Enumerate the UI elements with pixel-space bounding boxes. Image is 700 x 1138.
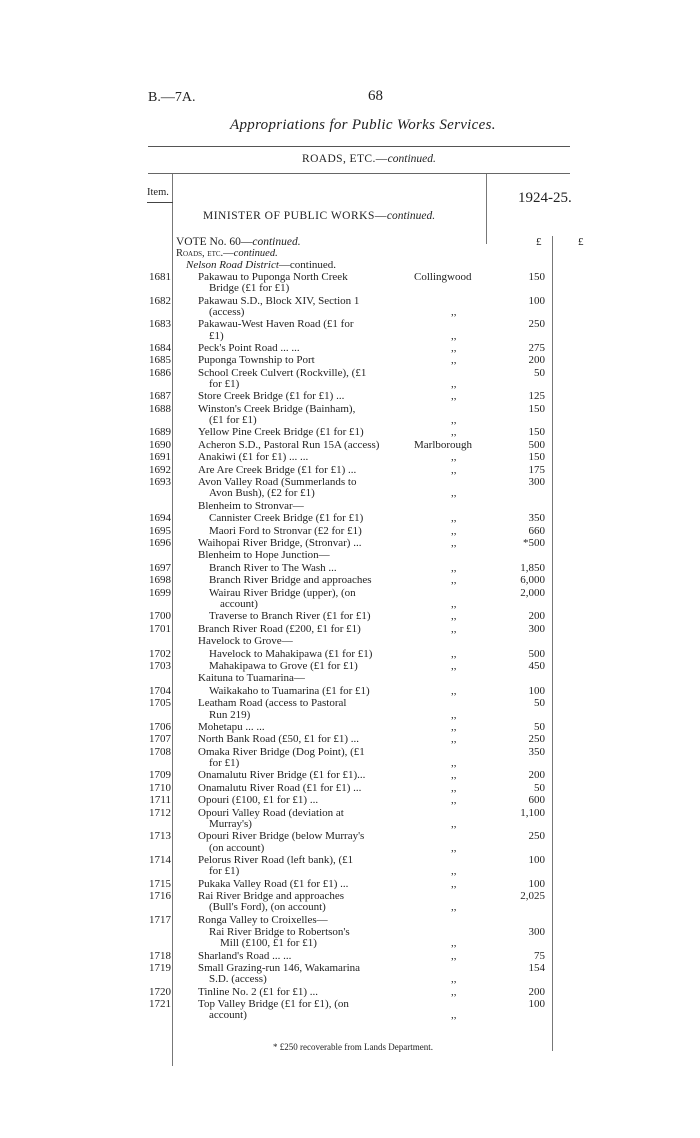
amount-cell: 75	[534, 949, 545, 962]
district-cell: ,,	[451, 377, 457, 390]
district-cell: ,,	[451, 524, 457, 537]
item-description: Kaituna to Tuamarina—	[198, 672, 305, 685]
item-number: 1703	[149, 660, 171, 673]
amount-cell: 100	[528, 853, 545, 866]
amount-cell: 300	[528, 926, 545, 939]
amount-cell: 50	[534, 697, 545, 710]
district-cell: ,,	[451, 390, 457, 403]
district-cell: ,,	[451, 463, 457, 476]
item-number: 1692	[149, 463, 171, 476]
item-number: 1712	[149, 806, 171, 819]
item-column-header: Item.	[147, 187, 169, 198]
item-number: 1700	[149, 610, 171, 623]
item-description: Rai River Bridge to Robertson's	[209, 926, 350, 939]
section-heading: ROADS, ETC.—continued.	[302, 153, 436, 165]
table-top-rule	[148, 173, 570, 174]
amount-cell: 250	[528, 318, 545, 331]
item-description: (access)	[209, 305, 245, 318]
item-number: 1695	[149, 524, 171, 537]
item-number: 1713	[149, 830, 171, 843]
page-title: Appropriations for Public Works Services.	[230, 117, 496, 133]
item-description: Onamalutu River Road (£1 for £1) ...	[198, 781, 362, 794]
district-cell: ,,	[451, 901, 457, 914]
item-description: (Bull's Ford), (on account)	[209, 901, 326, 914]
item-description: Opouri (£100, £1 for £1) ...	[198, 794, 319, 807]
item-description: Are Are Creek Bridge (£1 for £1) ...	[198, 463, 357, 476]
item-description: Acheron S.D., Pastoral Run 15A (access)	[198, 438, 380, 451]
item-description: Pakawau-West Haven Road (£1 for	[198, 318, 354, 331]
item-number: 1696	[149, 537, 171, 550]
item-description: Mohetapu ... ...	[198, 720, 265, 733]
item-description: Mahakipawa to Grove (£1 for £1)	[209, 660, 358, 673]
item-number: 1719	[149, 962, 171, 975]
item-description: Avon Bush), (£2 for £1)	[209, 487, 315, 500]
item-description: Leatham Road (access to Pastoral	[198, 697, 347, 710]
amount-cell: 500	[528, 647, 545, 660]
district-cell: ,,	[451, 985, 457, 998]
item-number: 1716	[149, 890, 171, 903]
district-cell: ,,	[451, 305, 457, 318]
item-number: 1697	[149, 561, 171, 574]
year-column-divider	[486, 174, 487, 244]
minister-heading: MINISTER OF PUBLIC WORKS—continued.	[203, 210, 436, 222]
item-number: 1685	[149, 354, 171, 367]
item-number: 1690	[149, 438, 171, 451]
item-number: 1710	[149, 781, 171, 794]
amount-cell: 150	[528, 402, 545, 415]
item-number: 1720	[149, 985, 171, 998]
amount-cell: 600	[528, 794, 545, 807]
item-description: Avon Valley Road (Summerlands to	[198, 476, 357, 489]
item-description: Pukaka Valley Road (£1 for £1) ...	[198, 877, 349, 890]
item-number: 1706	[149, 720, 171, 733]
amount-cell: 2,000	[520, 586, 545, 599]
item-description: Havelock to Grove—	[198, 635, 293, 648]
amount-cell: 50	[534, 720, 545, 733]
district-cell: ,,	[451, 949, 457, 962]
amount-cell: 100	[528, 877, 545, 890]
amount-cell: 1,100	[520, 806, 545, 819]
item-description: Mill (£100, £1 for £1)	[220, 937, 317, 950]
district-cell: ,,	[451, 781, 457, 794]
district-cell: ,,	[451, 973, 457, 986]
district-cell: ,,	[451, 684, 457, 697]
district-cell: ,,	[451, 537, 457, 550]
district-cell: ,,	[451, 769, 457, 782]
district-cell: ,,	[451, 426, 457, 439]
pound-symbol: £	[536, 236, 542, 248]
amount-cell: 1,850	[520, 561, 545, 574]
item-description: Bridge (£1 for £1)	[209, 282, 290, 295]
amount-cell: 50	[534, 366, 545, 379]
item-description: Ronga Valley to Croixelles—	[198, 913, 328, 926]
district-cell: ,,	[451, 877, 457, 890]
item-description: for £1)	[209, 757, 240, 769]
amount-cell: 100	[528, 684, 545, 697]
district-cell: ,,	[451, 1009, 457, 1022]
item-number: 1717	[149, 913, 171, 926]
amount-cell: 350	[528, 745, 545, 758]
amount-cell: 100	[528, 294, 545, 307]
item-number: 1701	[149, 622, 171, 635]
district-cell: ,,	[451, 487, 457, 500]
item-description: North Bank Road (£50, £1 for £1) ...	[198, 733, 360, 746]
district-cell: ,,	[451, 354, 457, 367]
item-description: account)	[220, 597, 258, 610]
item-number: 1686	[149, 366, 171, 379]
district-cell: ,,	[451, 610, 457, 623]
district-cell: ,,	[451, 329, 457, 342]
item-description: Store Creek Bridge (£1 for £1) ...	[198, 390, 345, 403]
district-cell: ,,	[451, 561, 457, 574]
item-description: Pakawau S.D., Block XIV, Section 1	[198, 294, 360, 307]
item-description: Waihopai River Bridge, (Stronvar) ...	[198, 537, 362, 550]
amount-cell: 200	[528, 610, 545, 623]
amount-cell: 500	[528, 438, 545, 451]
amount-cell: 6,000	[520, 574, 545, 587]
item-description: Omaka River Bridge (Dog Point), (£1	[198, 745, 365, 758]
amount-cell: 275	[528, 341, 545, 354]
amount-cell: *500	[523, 537, 545, 550]
item-number: 1684	[149, 341, 171, 354]
item-number: 1704	[149, 684, 171, 697]
item-number: 1699	[149, 586, 171, 599]
item-description: Wairau River Bridge (upper), (on	[209, 586, 356, 599]
item-description: Traverse to Branch River (£1 for £1)	[209, 610, 371, 623]
item-number: 1715	[149, 877, 171, 890]
item-number: 1705	[149, 697, 171, 710]
district-cell: ,,	[451, 733, 457, 746]
amount-cell: 250	[528, 733, 545, 746]
amount-cell: 150	[528, 451, 545, 464]
amount-cell: 660	[528, 524, 545, 537]
item-description: (on account)	[209, 841, 265, 854]
item-description: Top Valley Bridge (£1 for £1), (on	[198, 998, 349, 1011]
pound-symbol: £	[578, 236, 584, 248]
item-number: 1698	[149, 574, 171, 587]
item-description: Yellow Pine Creek Bridge (£1 for £1)	[198, 426, 364, 439]
item-description: Run 219)	[209, 708, 251, 721]
item-description: Branch River Bridge and approaches	[209, 574, 372, 587]
item-description: Rai River Bridge and approaches	[198, 890, 345, 903]
item-number: 1693	[149, 476, 171, 489]
item-description: Opouri River Bridge (below Murray's	[198, 830, 365, 843]
page-number: 68	[368, 88, 383, 104]
item-description: Opouri Valley Road (deviation at	[198, 806, 344, 819]
vote-heading: VOTE No. 60—continued.	[176, 236, 301, 248]
item-description: Peck's Point Road ... ...	[198, 341, 300, 354]
item-description: Winston's Creek Bridge (Bainham),	[198, 402, 356, 415]
district-cell: ,,	[451, 757, 457, 769]
amount-cell: 154	[528, 962, 545, 975]
item-description: Blenheim to Stronvar—	[198, 499, 304, 512]
footnote: * £250 recoverable from Lands Department.	[273, 1042, 433, 1052]
item-number: 1721	[149, 998, 171, 1011]
item-description: for £1)	[209, 377, 240, 390]
item-description: Branch River to The Wash ...	[209, 561, 337, 574]
district-subheading: Nelson Road District—continued.	[186, 259, 337, 271]
amount-cell: 50	[534, 781, 545, 794]
item-description: Waikakaho to Tuamarina (£1 for £1)	[209, 684, 370, 697]
item-description: Puponga Township to Port	[198, 354, 315, 367]
amount-column-divider	[552, 236, 553, 1051]
item-description: £1)	[209, 329, 224, 342]
district-cell: ,,	[451, 574, 457, 587]
amount-cell: 300	[528, 476, 545, 489]
district-cell: ,,	[451, 341, 457, 354]
item-number: 1711	[149, 794, 171, 807]
item-number: 1687	[149, 390, 171, 403]
amount-cell: 300	[528, 622, 545, 635]
item-number: 1691	[149, 451, 171, 464]
district-cell: ,,	[451, 720, 457, 733]
amount-cell: 200	[528, 985, 545, 998]
district-cell: ,,	[451, 451, 457, 464]
district-cell: ,,	[451, 660, 457, 673]
item-description: (£1 for £1)	[209, 414, 257, 427]
item-description: Tinline No. 2 (£1 for £1) ...	[198, 985, 318, 998]
item-number: 1694	[149, 512, 171, 525]
item-description: School Creek Culvert (Rockville), (£1	[198, 366, 367, 379]
item-description: S.D. (access)	[209, 973, 267, 986]
item-number: 1702	[149, 647, 171, 660]
roads-subheading: Roads, etc.—continued.	[176, 248, 278, 259]
district-cell: ,,	[451, 708, 457, 721]
district-cell: ,,	[451, 937, 457, 950]
header-rule	[148, 146, 570, 147]
item-description: for £1)	[209, 865, 240, 878]
item-number: 1683	[149, 318, 171, 331]
district-cell: ,,	[451, 512, 457, 525]
district-cell: ,,	[451, 647, 457, 660]
district-cell: ,,	[451, 865, 457, 878]
item-description: Pakawau to Puponga North Creek	[198, 271, 348, 283]
amount-cell: 175	[528, 463, 545, 476]
amount-cell: 200	[528, 354, 545, 367]
amount-cell: 150	[528, 271, 545, 283]
item-description: Sharland's Road ... ...	[198, 949, 292, 962]
item-description: Blenheim to Hope Junction—	[198, 549, 330, 562]
item-number: 1718	[149, 949, 171, 962]
item-description: account)	[209, 1009, 247, 1022]
district-cell: ,,	[451, 817, 457, 830]
amount-cell: 450	[528, 660, 545, 673]
amount-cell: 200	[528, 769, 545, 782]
district-cell: Collingwood	[414, 271, 472, 283]
district-cell: ,,	[451, 794, 457, 807]
item-description: Pelorus River Road (left bank), (£1	[198, 853, 354, 866]
item-description: Anakiwi (£1 for £1) ... ...	[198, 451, 309, 464]
item-description: Havelock to Mahakipawa (£1 for £1)	[209, 647, 373, 660]
year-column-header: 1924-25.	[518, 190, 572, 206]
amount-cell: 350	[528, 512, 545, 525]
item-description: Maori Ford to Stronvar (£2 for £1)	[209, 524, 362, 537]
item-number: 1714	[149, 853, 171, 866]
item-number: 1709	[149, 769, 171, 782]
item-number: 1708	[149, 745, 171, 758]
amount-cell: 125	[528, 390, 545, 403]
district-cell: ,,	[451, 414, 457, 427]
district-cell: ,,	[451, 622, 457, 635]
item-column-divider	[172, 174, 173, 1066]
item-description: Onamalutu River Bridge (£1 for £1)...	[198, 769, 366, 782]
amount-cell: 100	[528, 998, 545, 1011]
amount-cell: 2,025	[520, 890, 545, 903]
item-description: Small Grazing-run 146, Wakamarina	[198, 962, 361, 975]
item-description: Branch River Road (£200, £1 for £1)	[198, 622, 361, 635]
amount-cell: 150	[528, 426, 545, 439]
item-number: 1681	[149, 271, 171, 283]
district-cell: ,,	[451, 597, 457, 610]
district-cell: Marlborough	[414, 438, 473, 451]
item-header-underline	[147, 202, 173, 203]
item-description: Murray's)	[209, 817, 252, 830]
item-number: 1682	[149, 294, 171, 307]
item-number: 1688	[149, 402, 171, 415]
item-number: 1707	[149, 733, 171, 746]
document-reference: B.—7A.	[148, 90, 196, 105]
item-number: 1689	[149, 426, 171, 439]
item-description: Cannister Creek Bridge (£1 for £1)	[209, 512, 364, 525]
amount-cell: 250	[528, 830, 545, 843]
district-cell: ,,	[451, 841, 457, 854]
